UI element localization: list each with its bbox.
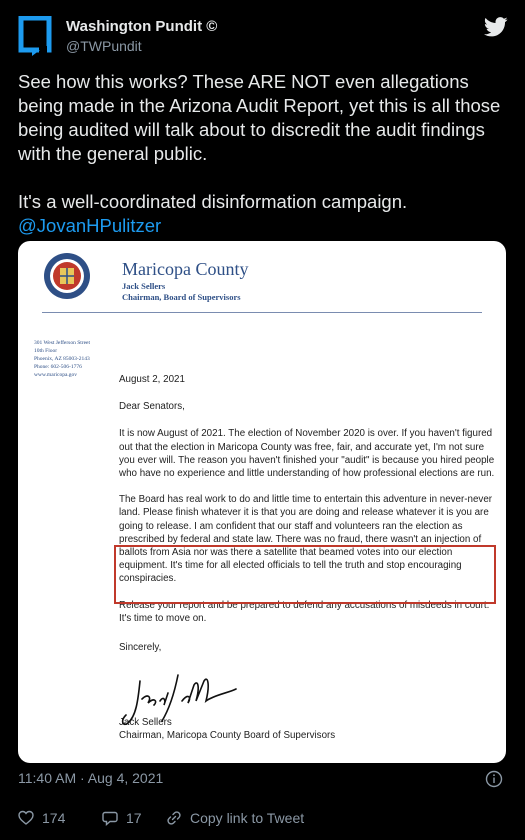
letterhead-address xyxy=(34,339,90,379)
address-line: Phoenix, AZ 85003-2143 xyxy=(34,356,90,362)
letter-closing: Sincerely, xyxy=(119,642,162,654)
letterhead-county: Maricopa County xyxy=(122,259,249,279)
info-icon[interactable] xyxy=(485,770,503,788)
address-line: 301 West Jefferson Street xyxy=(34,340,91,346)
letter-paragraph: The Board has real work to do and little time to entertain this adventure in never-never land. Please finish whatever it is that you are doing and release whatever it is you are going to release. I am confident that our staff and volunteers ran the election as prescribed by federal and state law. There was no fraud, there wasn't an injection of ballots from Asia nor was there a satellite that beamed votes into our election equipment. It's time for all elected officials to tell the truth and stop encouraging conspiracies. xyxy=(119,494,493,585)
county-seal-icon xyxy=(42,251,92,301)
avatar[interactable] xyxy=(18,16,58,56)
copy-link-button[interactable] xyxy=(166,810,304,826)
letter-signer-title: Chairman, Maricopa County Board of Supervisors xyxy=(119,730,336,742)
attached-image[interactable] xyxy=(18,241,506,763)
letterhead-chair-name: Jack Sellers xyxy=(122,281,166,291)
like-count: 174 xyxy=(42,810,66,826)
author-handle[interactable]: @TWPundit xyxy=(66,38,142,54)
reply-count: 17 xyxy=(126,810,142,826)
tweet-paragraph: It's a well-coordinated disinformation campaign. xyxy=(18,191,408,212)
twitter-bird-icon[interactable] xyxy=(484,16,508,38)
letter-signer-name: Jack Sellers xyxy=(119,717,172,729)
link-icon xyxy=(166,810,182,826)
highlight-box xyxy=(114,545,496,604)
address-line: www.maricopa.gov xyxy=(34,372,78,378)
letter-paragraph: Release your report and be prepared to defend any accusations of misdeeds in court. It's time to move on. xyxy=(119,599,490,624)
tweet-timestamp[interactable]: 11:40 AM · Aug 4, 2021 xyxy=(18,770,164,786)
letterhead-chair-title: Chairman, Board of Supervisors xyxy=(122,292,241,302)
tweet-header xyxy=(18,14,508,64)
address-line: Phone: 602-506-1776 xyxy=(34,364,82,370)
letter-salutation: Dear Senators, xyxy=(119,401,185,413)
heart-icon xyxy=(18,810,34,826)
reply-button[interactable] xyxy=(102,810,142,826)
like-button[interactable] xyxy=(18,810,65,826)
letterhead-divider xyxy=(42,312,482,313)
tweet-text xyxy=(18,70,508,238)
handwritten-signature xyxy=(118,671,248,731)
copy-link-label: Copy link to Tweet xyxy=(190,810,305,826)
letter-paragraph: It is now August of 2021. The election of November 2020 is over. If you haven't figured out that the election in Maricopa County was free, fair, and accurate yet, I'm not sure you ever will. The reason you haven't finished your "audit" is because you hired people who have no experience and little understanding of how professional elections are run. xyxy=(119,428,495,480)
tweet-actions xyxy=(18,810,508,830)
author-name[interactable]: Washington Pundit © xyxy=(66,18,218,35)
letter-date: August 2, 2021 xyxy=(119,374,185,385)
mention-link[interactable]: @JovanHPulitzer xyxy=(18,215,162,236)
address-line: 10th Floor xyxy=(34,348,58,354)
tweet-paragraph: See how this works? These ARE NOT even allegations being made in the Arizona Audit Report, yet this is all those being audited will talk about to discredit the audit findings with the general public. xyxy=(18,71,501,164)
reply-bubble-icon xyxy=(102,810,118,826)
